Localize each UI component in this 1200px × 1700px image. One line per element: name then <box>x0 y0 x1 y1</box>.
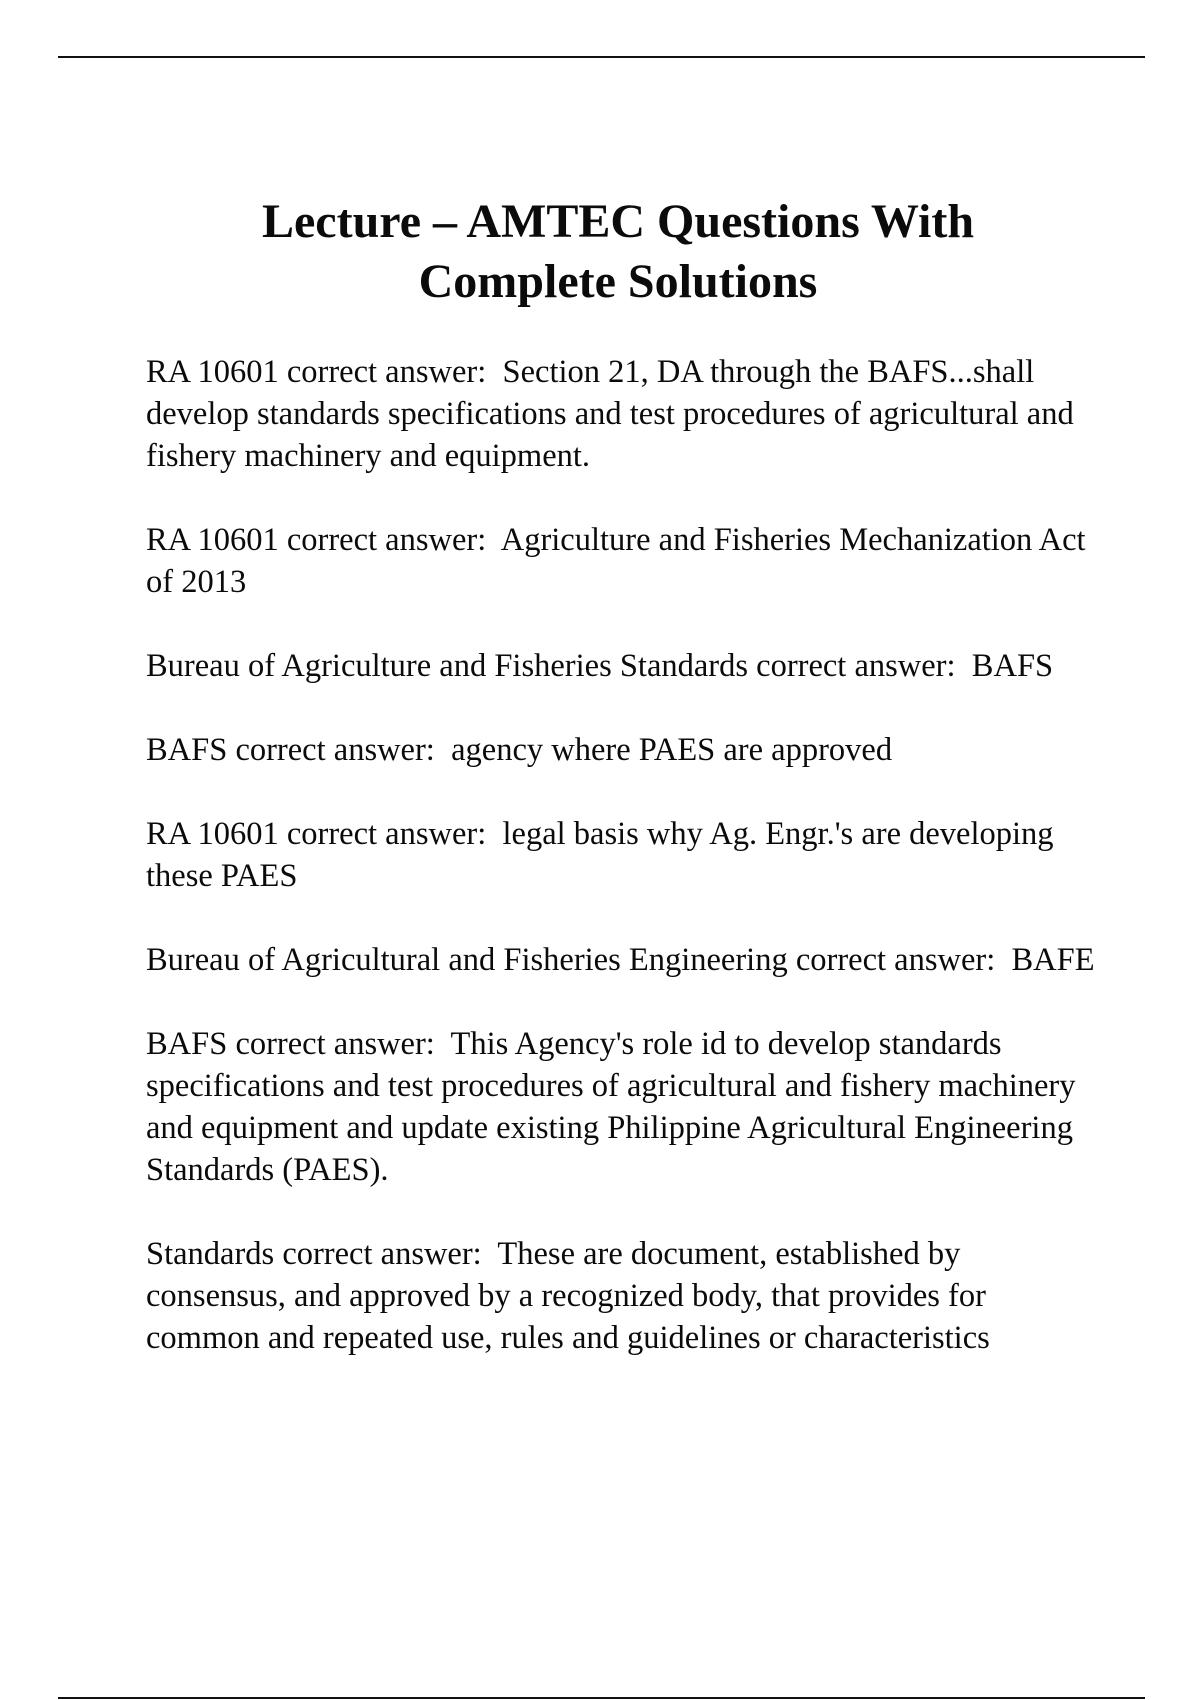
qa-item <box>146 729 1106 771</box>
qa-term: RA 10601 <box>146 354 279 390</box>
qa-label: correct answer: <box>756 648 956 684</box>
qa-label: correct answer: <box>286 522 487 558</box>
qa-term: Bureau of Agriculture and Fisheries Standards <box>146 648 749 684</box>
qa-answer: BAFE <box>1011 942 1095 978</box>
qa-answer: BAFS <box>971 648 1054 684</box>
qa-item <box>146 351 1106 477</box>
header-rule <box>58 56 1145 58</box>
qa-item <box>146 939 1106 981</box>
qa-term: RA 10601 <box>146 816 279 852</box>
qa-label: correct answer: <box>795 942 996 978</box>
qa-item <box>146 813 1106 897</box>
qa-answer: These are document, established by consensus, and approved by a recognized body, that provides for common and repeated use, rules and guidelines or characteristics <box>146 1236 995 1356</box>
qa-answer: Section 21, DA through the BAFS...shall develop standards specifications and test procedures of agricultural and fishery machinery and equipment. <box>146 354 1082 474</box>
qa-answer: This Agency's role id to develop standards specifications and test procedures of agricultural and fishery machinery and equipment and update existing Philippine Agricultural Engineering Standards (PAES). <box>146 1026 1084 1188</box>
qa-answer: agency where PAES are approved <box>451 732 893 768</box>
qa-term: BAFS <box>146 1026 228 1062</box>
qa-label: correct answer: <box>235 732 435 768</box>
title-line-2: Complete Solutions <box>418 255 818 308</box>
qa-label: correct answer: <box>286 816 487 852</box>
document-title <box>146 192 1090 312</box>
qa-item <box>146 1233 1106 1359</box>
qa-item <box>146 1023 1106 1191</box>
qa-term: RA 10601 <box>146 522 279 558</box>
qa-term: Standards <box>146 1236 275 1272</box>
qa-label: correct answer: <box>286 354 487 390</box>
qa-term: BAFS <box>146 732 228 768</box>
qa-list <box>146 351 1106 1401</box>
qa-label: correct answer: <box>282 1236 482 1272</box>
footer-rule <box>58 1697 1145 1699</box>
qa-answer: Agriculture and Fisheries Mechanization Act of 2013 <box>146 522 1094 600</box>
qa-term: Bureau of Agricultural and Fisheries Engineering <box>146 942 788 978</box>
qa-item <box>146 645 1106 687</box>
title-line-1: Lecture – AMTEC Questions With <box>261 195 975 248</box>
qa-answer: legal basis why Ag. Engr.'s are developing these PAES <box>146 816 1062 894</box>
qa-item <box>146 519 1106 603</box>
qa-label: correct answer: <box>235 1026 435 1062</box>
